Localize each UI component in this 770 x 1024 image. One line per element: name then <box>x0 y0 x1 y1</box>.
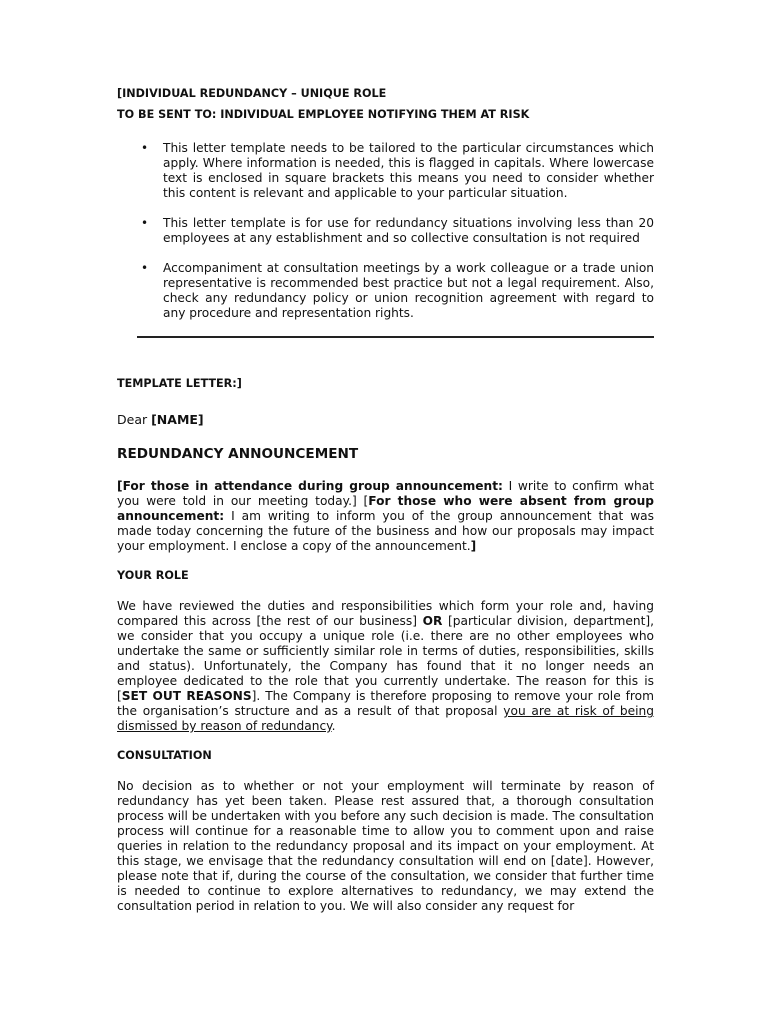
salutation: Dear [NAME] <box>117 412 204 427</box>
your-role-heading: YOUR ROLE <box>117 569 189 582</box>
guidance-note: • This letter template is for use for redundancy situations involving less than 20 employees at any establishment and so collective consultation is not required <box>141 216 654 245</box>
divider <box>137 336 654 338</box>
recipient-name-placeholder: [NAME] <box>151 412 204 427</box>
recipient-instruction: TO BE SENT TO: INDIVIDUAL EMPLOYEE NOTIFYING THEM AT RISK <box>117 108 530 121</box>
bullet-icon: • <box>141 261 149 275</box>
bullet-icon: • <box>141 216 149 230</box>
guidance-note: • Accompaniment at consultation meetings by a work colleague or a trade union representative is recommended best practice but not a legal requirement. Also, check any redundancy policy or union recognition agreement with regard to any procedure and representation rights. <box>141 261 654 320</box>
template-title: [INDIVIDUAL REDUNDANCY – UNIQUE ROLE <box>117 87 387 100</box>
intro-paragraph: [For those in attendance during group announcement: I write to confirm what you were told in our meeting today.] [For those who were absent from group announcement: I am writing to inform you of the group announcement that was made today concerning the future of the business and how our proposals may impact your employment. I enclose a copy of the announcement.] <box>117 479 654 553</box>
guidance-notes-list <box>117 141 654 321</box>
consultation-heading: CONSULTATION <box>117 749 212 762</box>
bullet-icon: • <box>141 141 149 155</box>
at-risk-statement: you are at risk of being dismissed by reason of redundancy <box>117 704 655 733</box>
guidance-note: • This letter template needs to be tailored to the particular circumstances which apply. Where information is needed, this is flagged in capitals. Where lowercase text is enclosed in square brackets this means you need to consider whether this content is relevant and applicable to your particular situation. <box>141 141 654 200</box>
letter-page <box>117 86 654 914</box>
consultation-paragraph: No decision as to whether or not your employment will terminate by reason of redundancy has yet been taken. Please rest assured that, a thorough consultation process will be undertaken with you before any such decision is made. The consultation process will continue for a reasonable time to allow you to comment upon and raise queries in relation to the redundancy proposal and its impact on your employment. At this stage, we envisage that the redundancy consultation will end on [date]. However, please note that if, during the course of the consultation, we consider that further time is needed to continue to explore alternatives to redundancy, we may extend the consultation period in relation to you. We will also consider any request for <box>117 779 654 913</box>
your-role-paragraph: We have reviewed the duties and responsibilities which form your role and, having compared this across [the rest of our business] OR [particular division, department], we consider that you occupy a unique role (i.e. there are no other employees who undertake the same or sufficiently similar role in terms of duties, responsibilities, skills and status). Unfortunately, the Company has found that it no longer needs an employee dedicated to the role that you currently undertake. The reason for this is [SET OUT REASONS]. The Company is therefore proposing to remove your role from the organisation’s structure and as a result of that proposal you are at risk of being dismissed by reason of redundancy. <box>117 599 655 733</box>
template-letter-label: TEMPLATE LETTER:] <box>117 377 242 390</box>
letter-title: REDUNDANCY ANNOUNCEMENT <box>117 446 359 462</box>
